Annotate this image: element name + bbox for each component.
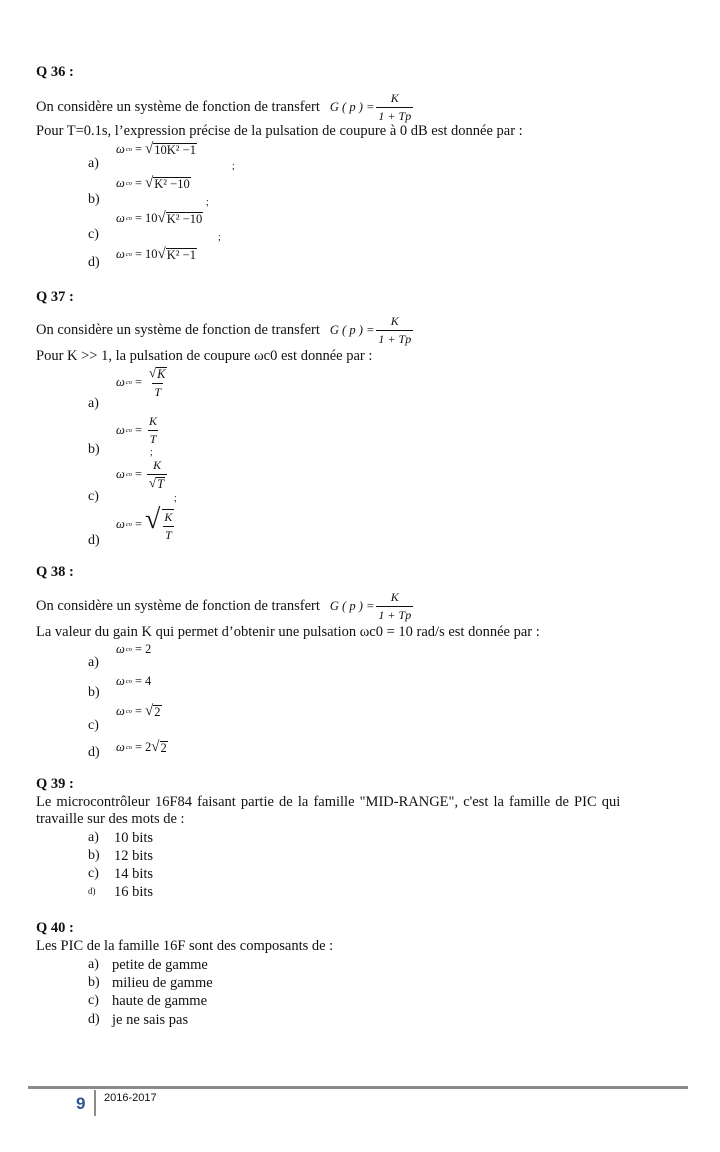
q37-option-b-label: b) — [88, 442, 100, 457]
q37-title: Q 37 : — [36, 289, 74, 305]
q39-option-a-label: a) — [88, 830, 99, 845]
q39-option-b-label: b) — [88, 848, 100, 863]
q40-option-b-label: b) — [88, 975, 100, 990]
q37-option-a-label: a) — [88, 396, 99, 411]
q37-option-c-expr: ω co = K √ T — [116, 458, 169, 492]
q36-transfer-function: G ( p ) = $\frac{K}{1 + Tp}$ — [329, 91, 412, 123]
q36-option-c-expr: ω co = 10 √ K² −10 — [116, 210, 203, 226]
q37-prompt: Pour K >> 1, la pulsation de coupure ωc0 est donnée par : — [36, 348, 373, 364]
page-number: 9 — [76, 1094, 86, 1113]
q38-option-c-expr: ω co = √ 2 — [116, 703, 161, 719]
q38-option-a-label: a) — [88, 655, 99, 670]
q38-intro-text: On considère un système de fonction de transfert — [36, 598, 320, 614]
q38-option-c-label: c) — [88, 718, 99, 733]
q38-option-b-label: b) — [88, 685, 100, 700]
q36-option-c-semicolon: ; — [218, 232, 221, 243]
q39-title: Q 39 : — [36, 776, 74, 792]
q36-intro — [36, 91, 415, 124]
q39-option-d-text: 16 bits — [114, 884, 154, 900]
q38-option-d-label: d) — [88, 745, 100, 760]
q36-title: Q 36 : — [36, 64, 74, 80]
footer-rule — [28, 1086, 688, 1089]
q39-option-a-text: 10 bits — [114, 830, 154, 846]
q37-option-c-semicolon: ; — [174, 493, 177, 504]
q40-option-c-text: haute de gamme — [112, 993, 208, 1009]
footer-divider — [94, 1090, 96, 1116]
q36-option-d-label: d) — [88, 255, 100, 270]
q38-transfer-function: G ( p ) = $\frac{K}{1 + Tp}$ — [329, 590, 412, 622]
q40-option-a-text: petite de gamme — [112, 957, 208, 973]
q36-prompt: Pour T=0.1s, l’expression précise de la pulsation de coupure à 0 dB est donnée par : — [36, 123, 523, 139]
q37-option-a-expr: ω co = √ K T — [116, 365, 166, 399]
q37-option-c-label: c) — [88, 489, 99, 504]
q40-option-b-text: milieu de gamme — [112, 975, 213, 991]
q37-intro — [36, 314, 415, 347]
q39-line-2: travaille sur des mots de : — [36, 811, 185, 827]
q40-title: Q 40 : — [36, 920, 74, 936]
q40-option-d-label: d) — [88, 1012, 100, 1027]
q36-option-c-label: c) — [88, 227, 99, 242]
q38-option-a-expr: ω co = 2 — [116, 642, 152, 656]
q36-option-b-expr: ω co = √ K² −10 — [116, 175, 190, 191]
q36-option-d-expr: ω co = 10 √ K² −1 — [116, 246, 196, 262]
q40-option-c-label: c) — [88, 993, 99, 1008]
q36-option-a-expr: ω co = √ 10K² −1 — [116, 141, 196, 157]
q40-option-a-label: a) — [88, 957, 99, 972]
q37-intro-text: On considère un système de fonction de transfert — [36, 322, 320, 338]
q40-prompt: Les PIC de la famille 16F sont des composants de : — [36, 938, 334, 954]
q37-option-b-expr: ω co = $\frac{K}{T}$ — [116, 414, 158, 446]
q38-prompt: La valeur du gain K qui permet d’obtenir une pulsation ωc0 = 10 rad/s est donnée par : — [36, 624, 540, 640]
q38-option-b-expr: ω co = 4 — [116, 674, 152, 688]
q37-transfer-function: G ( p ) = $\frac{K}{1 + Tp}$ — [329, 314, 412, 346]
q38-intro — [36, 590, 415, 623]
q37-option-d-label: d) — [88, 533, 100, 548]
q36-option-b-label: b) — [88, 192, 100, 207]
q36-option-a-semicolon: ; — [232, 161, 235, 172]
footer-year: 2016-2017 — [104, 1092, 157, 1104]
q39-option-d-label: d) — [88, 886, 96, 896]
q39-line-1: Le microcontrôleur 16F84 faisant partie de la famille "MID-RANGE", c'est la famille de PIC qui — [36, 794, 621, 810]
q39-option-c-text: 14 bits — [114, 866, 154, 882]
q36-intro-text: On considère un système de fonction de transfert — [36, 99, 320, 115]
q39-option-b-text: 12 bits — [114, 848, 154, 864]
q36-option-a-label: a) — [88, 156, 99, 171]
q40-option-d-text: je ne sais pas — [112, 1012, 189, 1028]
q38-title: Q 38 : — [36, 564, 74, 580]
q36-option-b-semicolon: ; — [206, 197, 209, 208]
q39-option-c-label: c) — [88, 866, 99, 881]
q37-option-d-expr: ω co = √ $\frac{K}{T}$ — [116, 504, 173, 542]
q37-option-b-semicolon: ; — [150, 447, 153, 458]
q38-option-d-expr: ω co = 2 √ 2 — [116, 739, 167, 755]
